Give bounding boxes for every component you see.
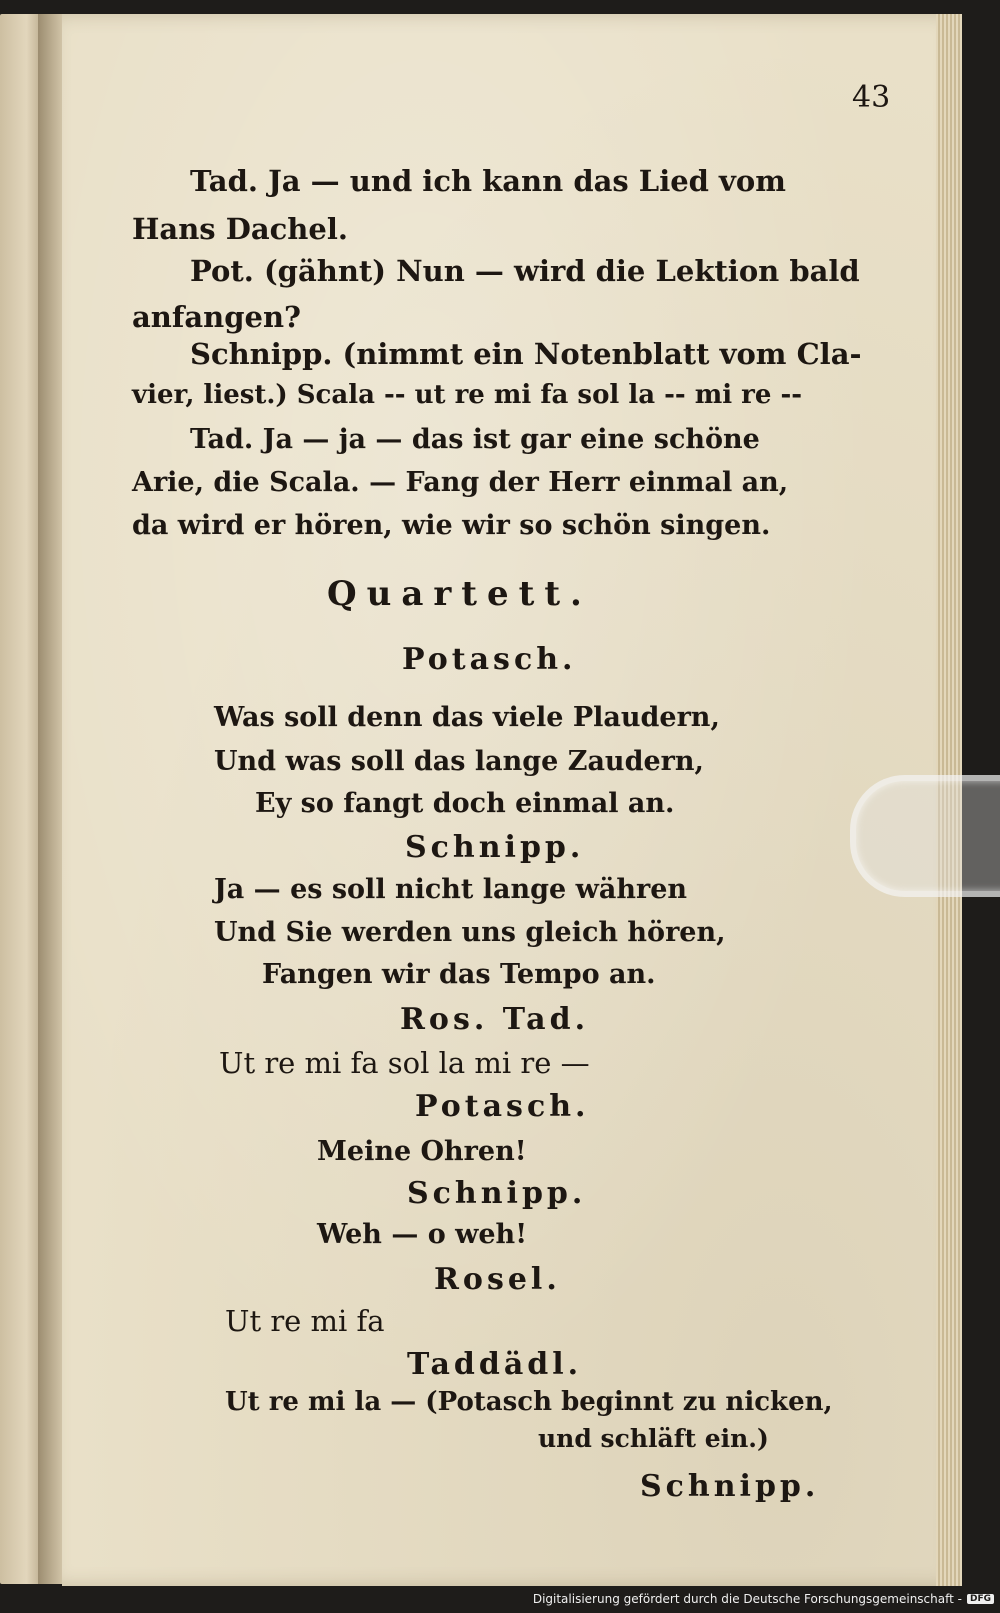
dialogue-line: Hans Dachel.	[132, 212, 348, 246]
dialogue-line: da wird er hören, wie wir so schön singen.	[132, 510, 771, 541]
dialogue-line: vier, liest.) Scala -- ut re mi fa sol la -- mi re --	[132, 380, 803, 410]
dialogue-line: Tad. Ja — und ich kann das Lied vom	[190, 164, 786, 198]
verse-line: Ut re mi fa	[225, 1304, 385, 1338]
speaker-label: Potasch.	[402, 642, 577, 677]
speaker-label: Taddädl.	[407, 1347, 583, 1382]
verse-line: Weh — o weh!	[317, 1219, 528, 1250]
dialogue-line: Tad. Ja — ja — das ist gar eine schöne	[190, 424, 760, 455]
verse-line: Ja — es soll nicht lange währen	[214, 874, 688, 905]
footer-credit-text: Digitalisierung gefördert durch die Deutsche Forschungsgemeinschaft -	[532, 1592, 962, 1606]
verse-line: Und Sie werden uns gleich hören,	[214, 917, 726, 948]
dfg-logo: DFG	[967, 1594, 994, 1604]
verse-line: Ey so fangt doch einmal an.	[255, 788, 675, 819]
dialogue-line: Arie, die Scala. — Fang der Herr einmal an,	[132, 467, 789, 498]
verse-line: Und was soll das lange Zaudern,	[214, 746, 704, 777]
footer-credit	[533, 1592, 994, 1606]
verse-line: Was soll denn das viele Plaudern,	[214, 702, 720, 733]
speaker-label: Rosel.	[434, 1262, 561, 1297]
speaker-label: Schnipp.	[407, 1176, 587, 1211]
dialogue-line: Pot. (gähnt) Nun — wird die Lektion bald	[190, 254, 860, 288]
speaker-label: Schnipp.	[405, 830, 585, 865]
dialogue-line: anfangen?	[132, 300, 302, 334]
verse-line: Meine Ohren!	[317, 1136, 527, 1167]
section-title: Quartett.	[327, 574, 592, 614]
speaker-label: Ros. Tad.	[400, 1002, 590, 1037]
verse-line: und schläft ein.)	[538, 1424, 769, 1453]
page-clip	[850, 775, 1000, 897]
verse-line: Fangen wir das Tempo an.	[262, 959, 656, 990]
page-number: 43	[852, 80, 891, 115]
verse-line: Ut re mi la — (Potasch beginnt zu nicken,	[225, 1387, 833, 1417]
speaker-label: Potasch.	[415, 1089, 590, 1124]
verse-line: Ut re mi fa sol la mi re —	[219, 1046, 590, 1080]
dialogue-line: Schnipp. (nimmt ein Notenblatt vom Cla-	[190, 337, 862, 371]
catchword: Schnipp.	[640, 1469, 820, 1504]
book-page	[62, 14, 962, 1586]
